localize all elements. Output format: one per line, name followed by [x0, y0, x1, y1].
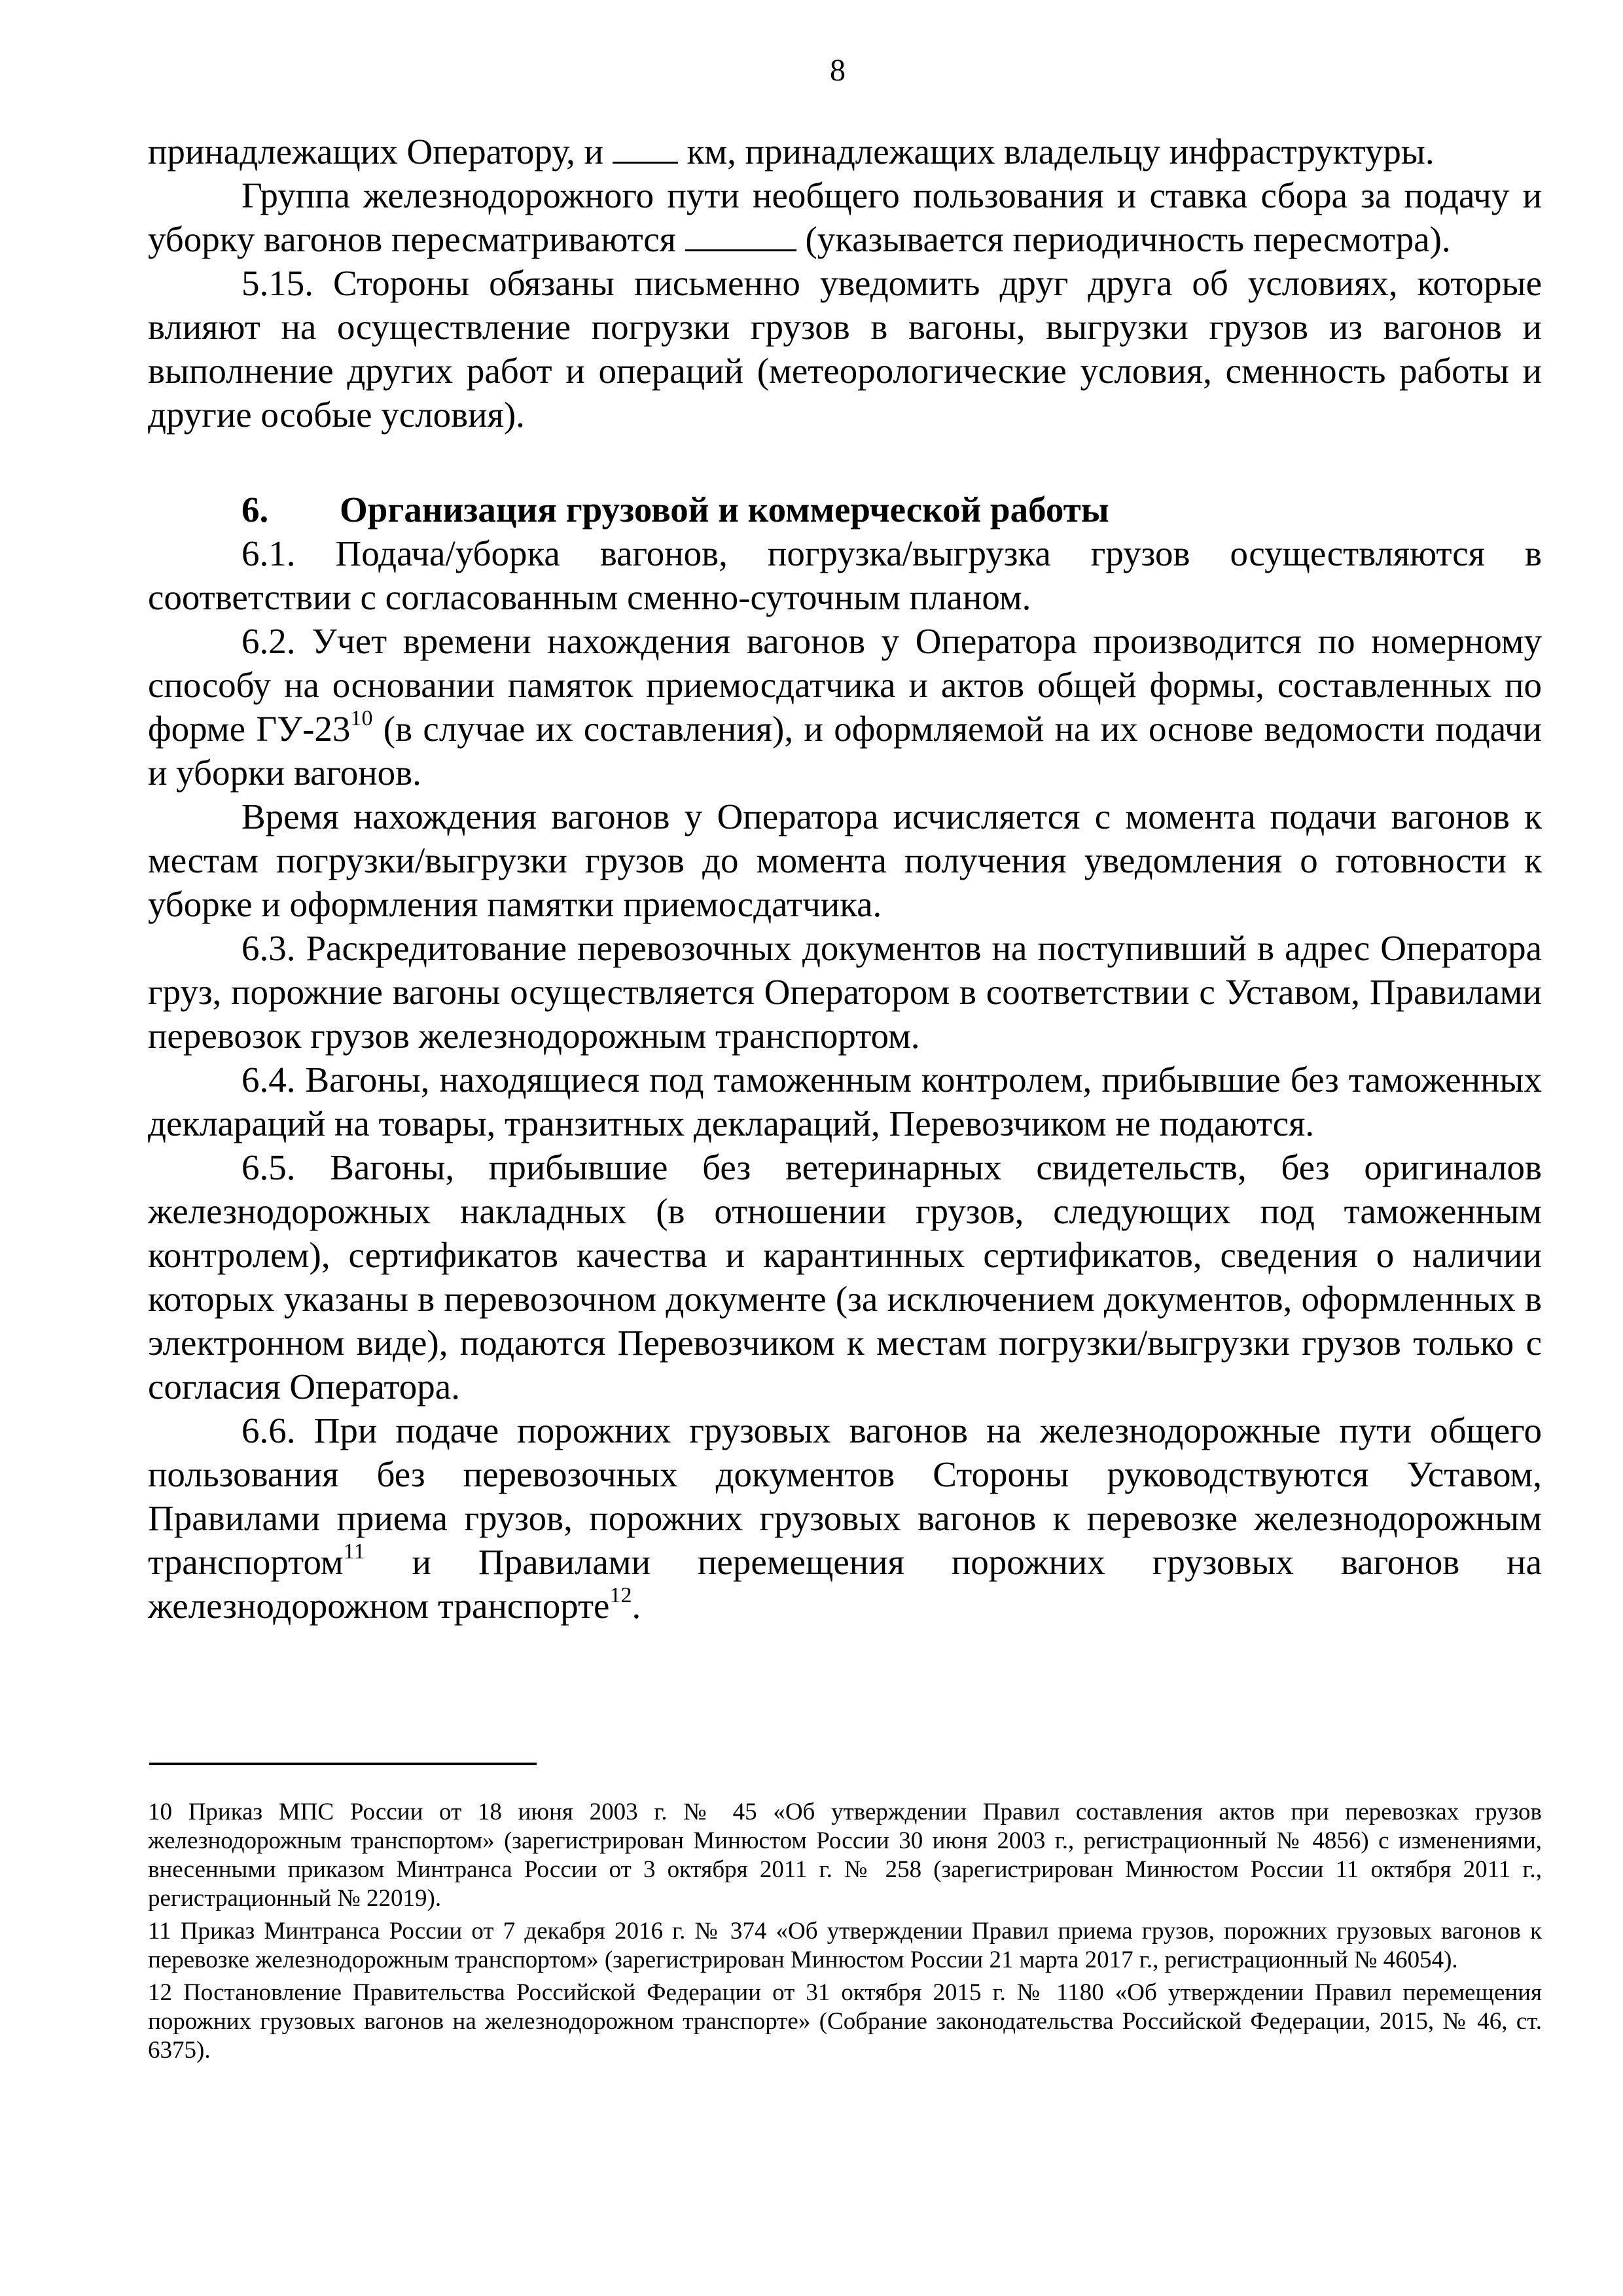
section-title: Организация грузовой и коммерческой работы — [340, 490, 1109, 529]
paragraph-6-6 — [148, 1408, 1542, 1628]
paragraph-6-4: 6.4. Вагоны, находящиеся под таможенным контролем, прибывшие без таможенных деклараций на товары, транзитных деклараций, Перевозчиком не подаются. — [148, 1060, 1542, 1143]
text-fragment: принадлежащих Оператору, и — [148, 132, 613, 171]
paragraph-5-15: 5.15. Стороны обязаны письменно уведомить друг друга об условиях, которые влияют на осуществление погрузки грузов в вагоны, выгрузки грузов из вагонов и выполнение других работ и операций (метеорологические условия, сменность работы и другие особые условия). — [148, 263, 1542, 435]
paragraph-review-period — [148, 173, 1542, 261]
section-number: 6. — [241, 490, 269, 529]
footnote-10: 10 Приказ МПС России от 18 июня 2003 г. № 45 «Об утверждении Правил составления актов при перевозках грузов железнодорожным транспортом» (зарегистрирован Минюстом России 30 июня 2003 г., регистрационный № 4856) с изменениями, внесенными приказом Минтранса России от 3 октября 2011 г. № 258 (зарегистрирован Минюстом России 11 октября 2011 г., регистрационный № 22019). — [148, 1799, 1542, 1912]
main-text — [148, 130, 1542, 1628]
text-fragment: . — [632, 1586, 641, 1626]
section-heading — [148, 488, 1542, 531]
text-fragment: 6.6. При подаче порожних грузовых вагонов на железнодорожные пути общего пользования без перевозочных документов Стороны руководствуются Уставом, Правилами приема грузов, порожних грузовых вагонов к перевозке железнодорожным транспортом — [148, 1410, 1542, 1582]
paragraph-6-1: 6.1. Подача/уборка вагонов, погрузка/выгрузка грузов осуществляются в соответствии с согласованным сменно-суточным планом. — [148, 533, 1542, 617]
paragraph-6-2 — [148, 619, 1542, 795]
footnote-ref-11: 11 — [343, 1539, 365, 1564]
text-fragment: Группа железнодорожного пути необщего пользования и ставка сбора за подачу и уборку вагонов пересматриваются — [148, 175, 1542, 259]
page-number: 8 — [830, 53, 846, 88]
fill-in-blank-periodicity — [685, 218, 796, 251]
footnote-divider — [149, 1763, 537, 1765]
fill-in-blank-km — [613, 130, 678, 164]
text-fragment: (в случае их составления), и оформляемой на их основе ведомости подачи и уборки вагонов. — [148, 709, 1543, 793]
text-fragment: и Правилами перемещения порожних грузовых вагонов на железнодорожном транспорте — [148, 1542, 1542, 1626]
text-fragment: км, принадлежащих владельцу инфраструктуры. — [677, 132, 1435, 171]
footnote-12: 12 Постановление Правительства Российской Федерации от 31 октября 2015 г. № 1180 «Об утверждении Правил перемещения порожних грузовых вагонов на железнодорожном транспорте» (Собрание законодательства Российской Федерации, 2015, № 46, ст. 6375). — [148, 1979, 1542, 2064]
footnote-ref-12: 12 — [609, 1583, 632, 1607]
footnote-11: 11 Приказ Минтранса России от 7 декабря 2016 г. № 374 «Об утверждении Правил приема грузов, порожних грузовых вагонов к перевозке железнодорожным транспортом» (зарегистрирован Минюстом России 21 марта 2017 г., регистрационный № 46054). — [148, 1918, 1542, 1973]
paragraph-6-3: 6.3. Раскредитование перевозочных документов на поступивший в адрес Оператора груз, порожние вагоны осуществляется Оператором в соответствии с Уставом, Правилами перевозок грузов железнодорожным транспортом. — [148, 928, 1542, 1056]
footnotes — [148, 1798, 1542, 2069]
paragraph-6-5: 6.5. Вагоны, прибывшие без ветеринарных свидетельств, без оригиналов железнодорожных накладных (в отношении грузов, следующих под таможенным контролем), сертификатов качества и карантинных сертификатов, сведения о наличии которых указаны в перевозочном документе (за исключением документов, оформленных в электронном виде), подаются Перевозчиком к местам погрузки/выгрузки грузов только с согласия Оператора. — [148, 1147, 1542, 1407]
paragraph-continuation — [148, 130, 1542, 173]
text-fragment: (указывается периодичность пересмотра). — [796, 219, 1451, 259]
footnote-ref-10: 10 — [350, 706, 373, 730]
paragraph-6-2-time: Время нахождения вагонов у Оператора исчисляется с момента подачи вагонов к местам погрузки/выгрузки грузов до момента получения уведомления о готовности к уборке и оформления памятки приемосдатчика. — [148, 797, 1542, 924]
text-fragment: 6.2. Учет времени нахождения вагонов у Оператора производится по номерному способу на основании памяток приемосдатчика и актов общей формы, составленных по форме ГУ-23 — [148, 621, 1542, 749]
